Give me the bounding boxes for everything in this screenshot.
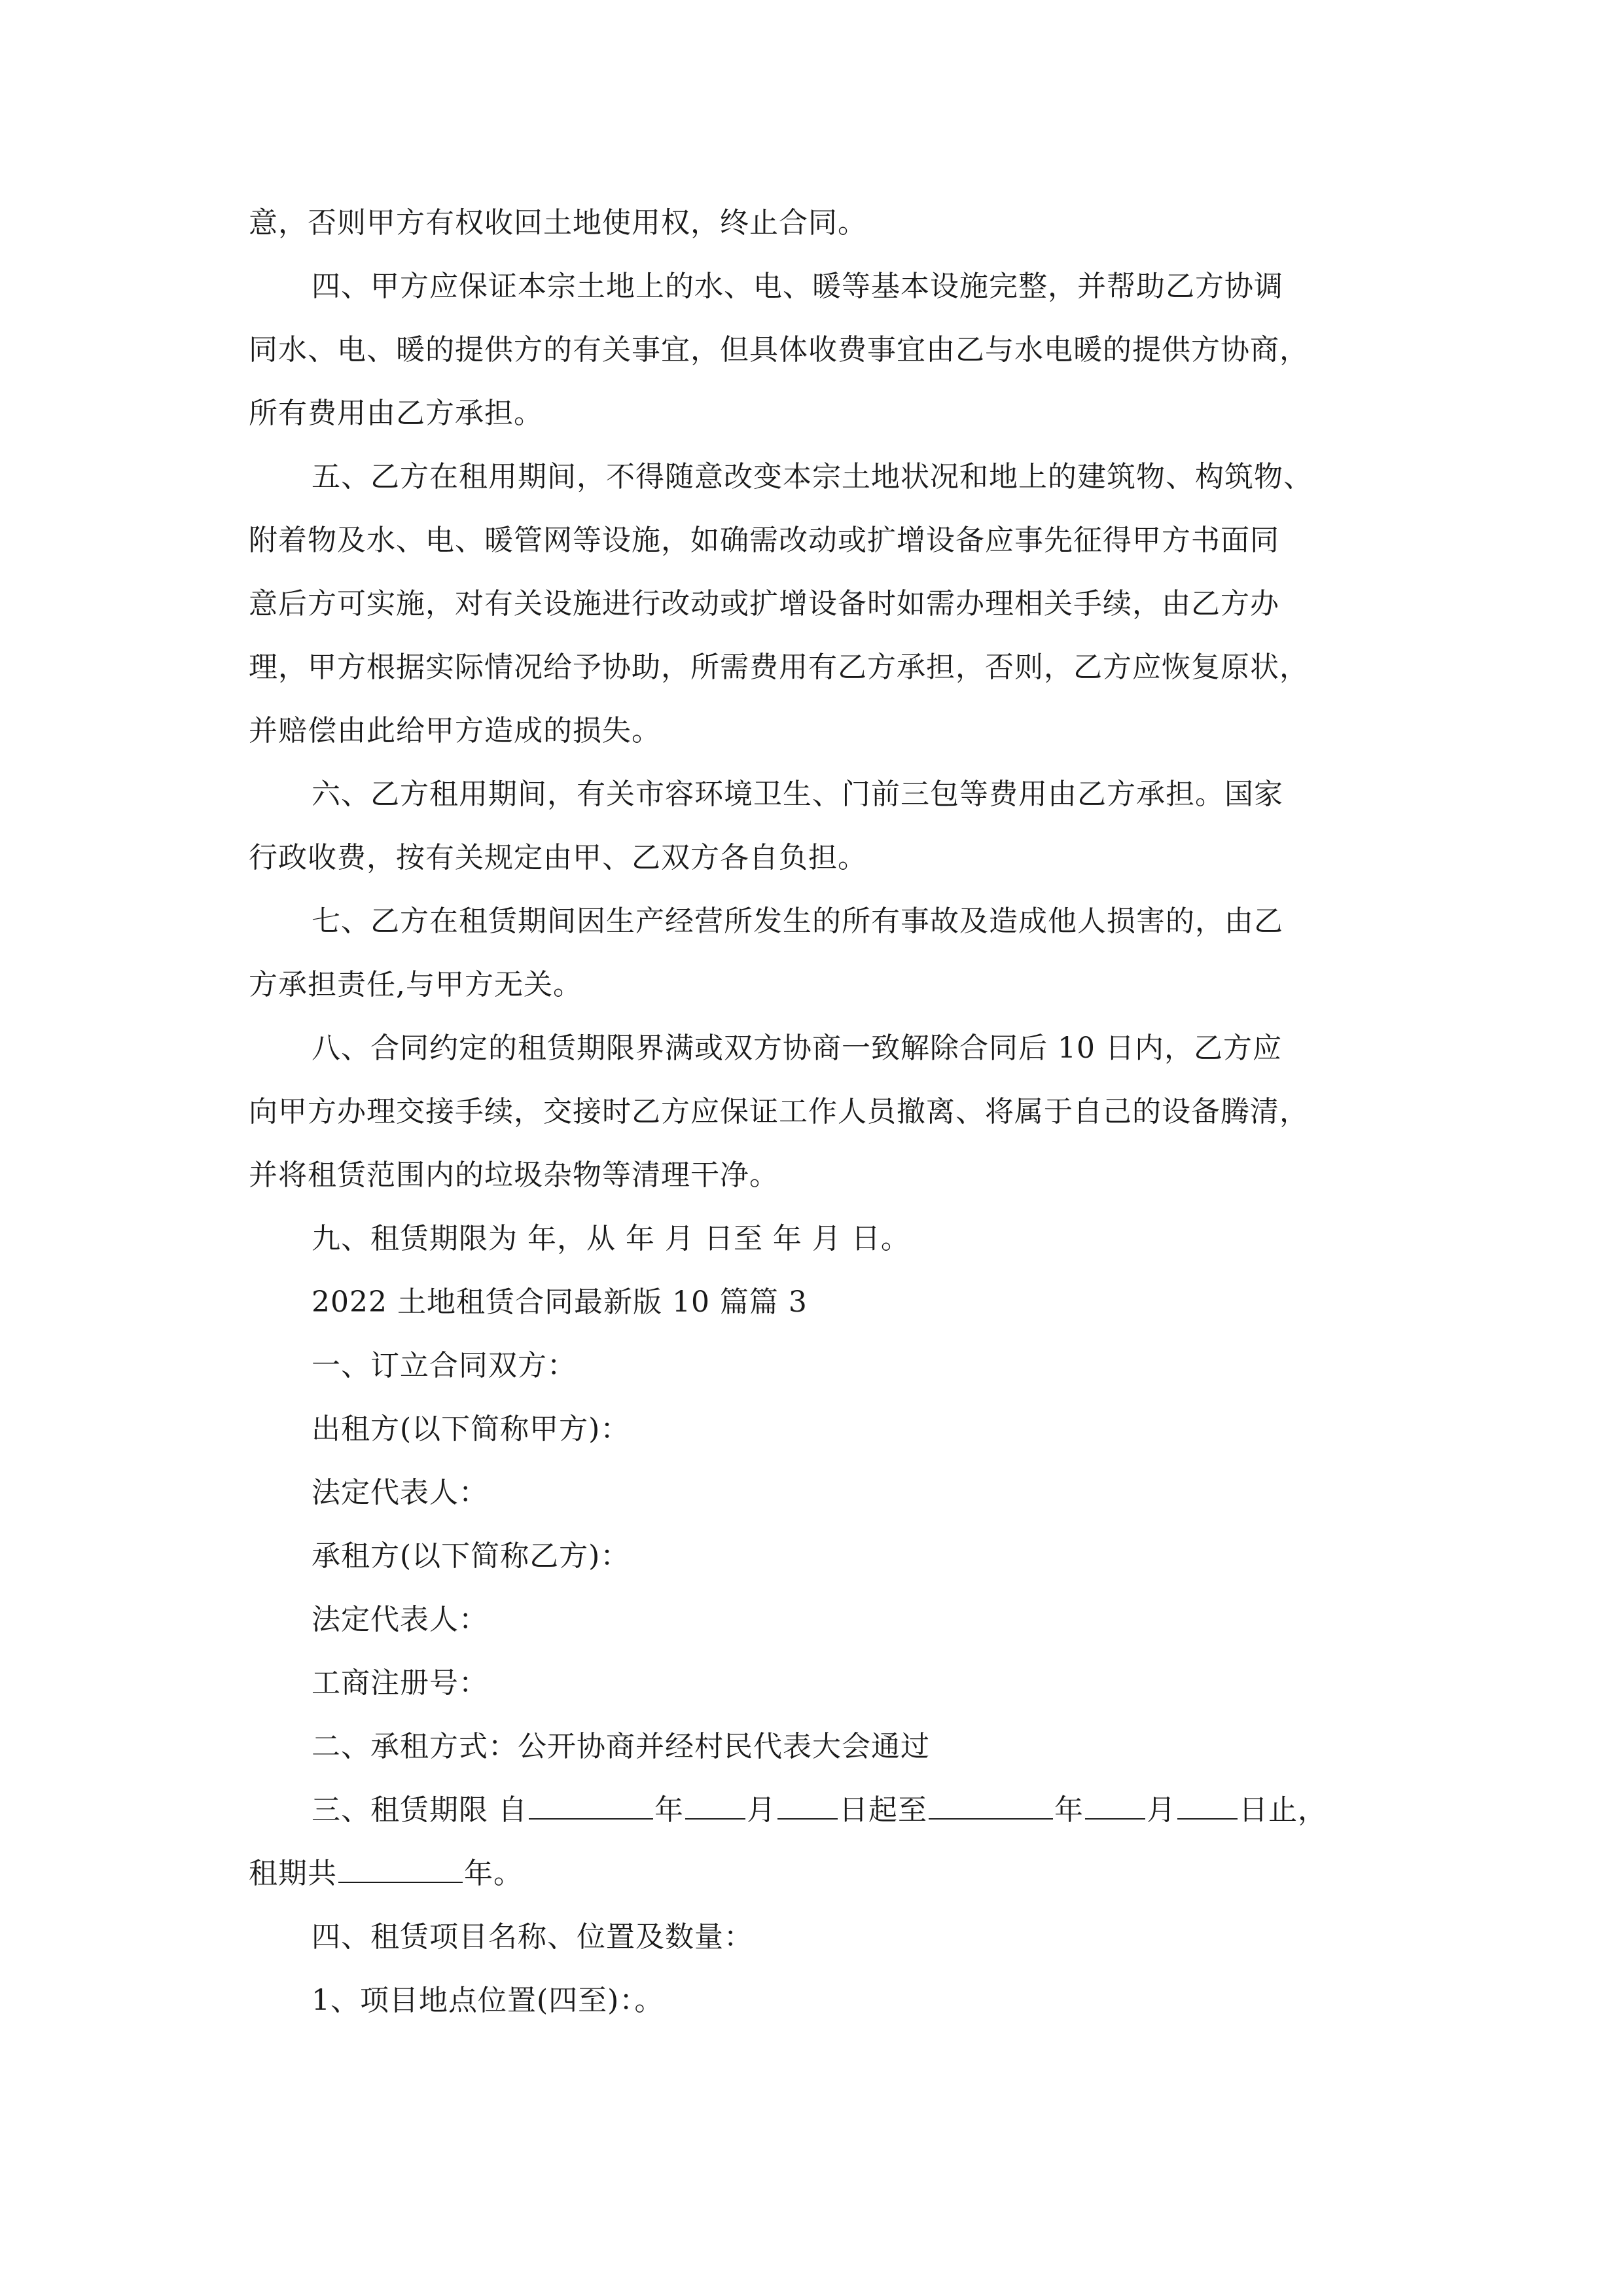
section-heading: 2022 土地租赁合同最新版 10 篇篇 3 bbox=[312, 1285, 808, 1319]
paragraph-line: 向甲方办理交接手续，交接时乙方应保证工作人员撤离、将属于自己的设备腾清， bbox=[249, 1095, 1309, 1128]
form-field-lessor: 出租方(以下简称甲方)： bbox=[312, 1412, 630, 1446]
paragraph-line: 理，甲方根据实际情况给予协助，所需费用有乙方承担，否则，乙方应恢复原状， bbox=[249, 651, 1309, 684]
paragraph-line: 同水、电、暖的提供方的有关事宜，但具体收费事宜由乙与水电暖的提供方协商， bbox=[249, 333, 1309, 367]
paragraph-line: 并赔偿由此给甲方造成的损失。 bbox=[249, 714, 661, 747]
paragraph-line: 所有费用由乙方承担。 bbox=[249, 397, 543, 430]
paragraph-line: 意后方可实施，对有关设施进行改动或扩增设备时如需办理相关手续，由乙方办 bbox=[249, 587, 1279, 620]
blank-field bbox=[1177, 1789, 1238, 1820]
total-suffix: 年。 bbox=[464, 1857, 523, 1890]
term-year-label: 年 bbox=[654, 1793, 684, 1827]
paragraph-line: 方承担责任,与甲方无关。 bbox=[249, 968, 582, 1001]
paragraph-line: 行政收费，按有关规定由甲、乙双方各自负担。 bbox=[249, 841, 867, 874]
term-month-label: 月 bbox=[747, 1793, 776, 1827]
paragraph-line: 一、订立合同双方： bbox=[312, 1349, 577, 1382]
form-field-registration-no: 工商注册号： bbox=[312, 1666, 488, 1700]
term-day-label: 日起至 bbox=[839, 1793, 927, 1827]
term-year-label: 年 bbox=[1054, 1793, 1084, 1827]
paragraph-line: 六、乙方租用期间，有关市容环境卫生、门前三包等费用由乙方承担。国家 bbox=[312, 778, 1283, 811]
paragraph-line: 七、乙方在租赁期间因生产经营所发生的所有事故及造成他人损害的，由乙 bbox=[312, 905, 1283, 938]
document-body bbox=[249, 191, 1384, 2032]
paragraph-line: 九、租赁期限为 年，从 年 月 日至 年 月 日。 bbox=[312, 1222, 910, 1255]
paragraph-line: 附着物及水、电、暖管网等设施，如确需改动或扩增设备应事先征得甲方书面同 bbox=[249, 524, 1279, 557]
total-prefix: 租期共 bbox=[249, 1857, 337, 1890]
paragraph-line: 八、合同约定的租赁期限界满或双方协商一致解除合同后 10 日内，乙方应 bbox=[312, 1031, 1282, 1065]
form-field-legal-rep: 法定代表人： bbox=[312, 1476, 488, 1509]
blank-field bbox=[1085, 1789, 1145, 1820]
blank-field bbox=[338, 1853, 463, 1883]
form-field-legal-rep: 法定代表人： bbox=[312, 1603, 488, 1636]
blank-field bbox=[529, 1789, 653, 1820]
lease-total-line bbox=[249, 1842, 1384, 1905]
paragraph-line: 四、租赁项目名称、位置及数量： bbox=[312, 1920, 753, 1954]
blank-field bbox=[685, 1789, 745, 1820]
blank-field bbox=[777, 1789, 838, 1820]
blank-field bbox=[929, 1789, 1053, 1820]
paragraph-line: 四、甲方应保证本宗土地上的水、电、暖等基本设施完整，并帮助乙方协调 bbox=[312, 270, 1283, 303]
paragraph-line: 意，否则甲方有权收回土地使用权，终止合同。 bbox=[249, 206, 867, 240]
form-field-lessee: 承租方(以下简称乙方)： bbox=[312, 1539, 630, 1573]
paragraph-line: 五、乙方在租用期间，不得随意改变本宗土地状况和地上的建筑物、构筑物、 bbox=[312, 460, 1313, 493]
term-day-label: 日止， bbox=[1239, 1793, 1327, 1827]
term-prefix: 三、租赁期限 自 bbox=[312, 1793, 527, 1827]
term-month-label: 月 bbox=[1147, 1793, 1176, 1827]
paragraph-line: 并将租赁范围内的垃圾杂物等清理干净。 bbox=[249, 1158, 779, 1192]
paragraph-line: 1、项目地点位置(四至)：。 bbox=[312, 1984, 664, 2017]
lease-term-line bbox=[249, 1778, 1384, 1842]
paragraph-line: 二、承租方式：公开协商并经村民代表大会通过 bbox=[312, 1730, 930, 1763]
